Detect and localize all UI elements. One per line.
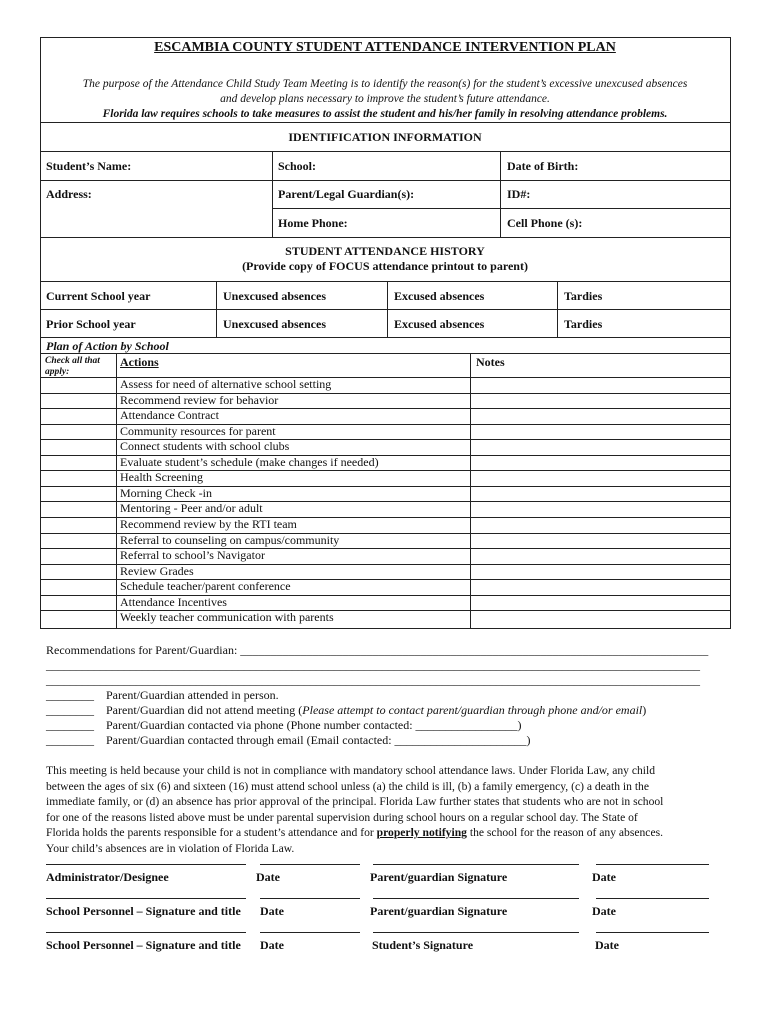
action-checkbox[interactable] bbox=[41, 440, 115, 454]
action-item: Schedule teacher/parent conference bbox=[120, 579, 291, 594]
option-blank: ________ bbox=[46, 733, 94, 747]
plan-header: Plan of Action by School bbox=[46, 339, 169, 353]
dob-field[interactable]: Date of Birth: bbox=[507, 159, 579, 173]
action-checkbox[interactable] bbox=[41, 487, 115, 501]
action-item: Attendance Contract bbox=[120, 408, 219, 423]
signature-parent[interactable]: Parent/guardian Signature bbox=[370, 904, 508, 918]
history-prior-tardies[interactable]: Tardies bbox=[564, 317, 603, 331]
action-item: Evaluate student’s schedule (make changes if needed) bbox=[120, 454, 379, 469]
action-checkbox[interactable] bbox=[41, 502, 115, 516]
address-field[interactable]: Address: bbox=[46, 187, 92, 201]
action-item: Community resources for parent bbox=[120, 423, 276, 438]
action-notes-cell[interactable] bbox=[471, 471, 730, 485]
school-field[interactable]: School: bbox=[278, 159, 317, 173]
notice-line: the school for the reason of any absences. bbox=[466, 826, 664, 839]
action-notes-cell[interactable] bbox=[471, 534, 730, 548]
action-notes-cell[interactable] bbox=[471, 394, 730, 408]
action-item: Health Screening bbox=[120, 470, 203, 485]
action-notes-cell[interactable] bbox=[471, 580, 730, 594]
action-item: Referral to school’s Navigator bbox=[120, 548, 265, 563]
notice-line: Your child’s absences are in violation of Florida Law. bbox=[46, 841, 295, 855]
page-title: ESCAMBIA COUNTY STUDENT ATTENDANCE INTERVENTION PLAN bbox=[154, 40, 616, 55]
option-text: Parent/Guardian contacted through email (Email contacted: ______________________) bbox=[106, 733, 531, 747]
notes-column-header: Notes bbox=[476, 355, 505, 369]
action-notes-cell[interactable] bbox=[471, 487, 730, 501]
option-did-not-attend[interactable] bbox=[46, 703, 646, 718]
actions-column-header: Actions bbox=[120, 355, 159, 369]
signature-administrator[interactable]: Administrator/Designee bbox=[46, 870, 169, 884]
action-item: Morning Check -in bbox=[120, 485, 212, 500]
history-row-current-year: Current School year bbox=[46, 289, 151, 303]
action-checkbox[interactable] bbox=[41, 378, 115, 392]
signature-date[interactable]: Date bbox=[260, 904, 284, 918]
action-item: Attendance Incentives bbox=[120, 594, 227, 609]
action-notes-cell[interactable] bbox=[471, 456, 730, 470]
purpose-line-1: The purpose of the Attendance Child Study Team Meeting is to identify the reason(s) for the student’s excessive unexcused absences bbox=[82, 78, 688, 90]
recommendations-line-2[interactable]: _____________________________________________________________________________________________________________ bbox=[46, 658, 700, 672]
purpose-line-3: Florida law requires schools to take measures to assist the student and his/her family in resolving attendance problems. bbox=[102, 108, 668, 120]
history-row-prior-year: Prior School year bbox=[46, 317, 136, 331]
signature-parent[interactable]: Parent/guardian Signature bbox=[370, 870, 508, 884]
check-all-label: Check all that apply: bbox=[45, 356, 100, 377]
signature-school-personnel[interactable]: School Personnel – Signature and title bbox=[46, 938, 241, 952]
action-item: Recommend review for behavior bbox=[120, 392, 279, 407]
notice-line: between the ages of six (6) and sixteen (16) must attend school unless (a) the child is ill, (b) a family emergency, (c) a death in the bbox=[46, 779, 650, 793]
action-checkbox[interactable] bbox=[41, 456, 115, 470]
action-notes-cell[interactable] bbox=[471, 440, 730, 454]
option-email-contact[interactable] bbox=[46, 733, 531, 748]
notice-line: This meeting is held because your child is not in compliance with mandatory school attendance laws. Under Florida Law, any child bbox=[46, 764, 656, 777]
action-notes-cell[interactable] bbox=[471, 611, 730, 625]
history-prior-excused[interactable]: Excused absences bbox=[394, 317, 485, 331]
signature-date[interactable]: Date bbox=[592, 904, 616, 918]
history-current-excused[interactable]: Excused absences bbox=[394, 289, 485, 303]
option-text: Parent/Guardian attended in person. bbox=[106, 688, 279, 702]
legal-notice bbox=[46, 763, 726, 856]
option-text: Parent/Guardian did not attend meeting ( bbox=[106, 703, 303, 717]
signature-school-personnel[interactable]: School Personnel – Signature and title bbox=[46, 904, 241, 918]
identification-header: IDENTIFICATION INFORMATION bbox=[288, 130, 482, 144]
home-phone-field[interactable]: Home Phone: bbox=[278, 216, 348, 230]
option-blank: ________ bbox=[46, 688, 94, 702]
history-current-tardies[interactable]: Tardies bbox=[564, 289, 603, 303]
action-checkbox[interactable] bbox=[41, 596, 115, 610]
action-item: Recommend review by the RTI team bbox=[120, 516, 297, 531]
signature-date[interactable]: Date bbox=[592, 870, 616, 884]
id-field[interactable]: ID#: bbox=[507, 187, 531, 201]
notice-line: Florida holds the parents responsible for a student’s attendance and for bbox=[46, 826, 377, 839]
option-italic-note: Please attempt to contact parent/guardian through phone and/or email bbox=[302, 703, 643, 717]
action-item: Weekly teacher communication with parents bbox=[120, 610, 334, 625]
action-checkbox[interactable] bbox=[41, 425, 115, 439]
action-checkbox[interactable] bbox=[41, 565, 115, 579]
action-notes-cell[interactable] bbox=[471, 596, 730, 610]
action-notes-cell[interactable] bbox=[471, 425, 730, 439]
signature-date[interactable]: Date bbox=[595, 938, 619, 952]
option-text: Parent/Guardian contacted via phone (Phone number contacted: _________________) bbox=[106, 718, 522, 732]
option-attended[interactable] bbox=[46, 688, 279, 703]
option-tail: ) bbox=[642, 703, 647, 717]
action-checkbox[interactable] bbox=[41, 580, 115, 594]
option-blank: ________ bbox=[46, 703, 94, 717]
notice-emphasis: properly notifying bbox=[376, 826, 467, 839]
option-blank: ________ bbox=[46, 718, 94, 732]
action-checkbox[interactable] bbox=[41, 611, 115, 625]
option-phone-contact[interactable] bbox=[46, 718, 522, 733]
notice-line: for one of the reasons listed above must be under parental supervision during school hours on a regular school day. The State of bbox=[46, 810, 638, 824]
action-notes-cell[interactable] bbox=[471, 409, 730, 423]
history-header: STUDENT ATTENDANCE HISTORY bbox=[285, 244, 485, 258]
history-prior-unexcused[interactable]: Unexcused absences bbox=[223, 317, 327, 331]
action-notes-cell[interactable] bbox=[471, 518, 730, 532]
action-item: Assess for need of alternative school setting bbox=[120, 377, 332, 391]
signature-date[interactable]: Date bbox=[260, 938, 284, 952]
action-item: Mentoring - Peer and/or adult bbox=[120, 501, 263, 516]
guardian-field[interactable]: Parent/Legal Guardian(s): bbox=[278, 187, 415, 201]
signature-date[interactable]: Date bbox=[256, 870, 280, 884]
purpose-line-2: and develop plans necessary to improve the student’s future attendance. bbox=[220, 93, 550, 105]
action-item: Review Grades bbox=[120, 563, 194, 578]
action-checkbox[interactable] bbox=[41, 409, 115, 423]
action-checkbox[interactable] bbox=[41, 534, 115, 548]
history-current-unexcused[interactable]: Unexcused absences bbox=[223, 289, 327, 303]
signature-student[interactable]: Student’s Signature bbox=[372, 938, 474, 952]
action-checkbox[interactable] bbox=[41, 549, 115, 563]
action-item: Referral to counseling on campus/community bbox=[120, 532, 340, 547]
action-notes-cell[interactable] bbox=[471, 502, 730, 516]
action-checkbox[interactable] bbox=[41, 518, 115, 532]
purpose-statement bbox=[48, 77, 722, 122]
action-notes-cell[interactable] bbox=[471, 565, 730, 579]
notice-line: immediate family, or (d) an absence has prior approval of the principal. Florida Law further states that students who are not in school bbox=[46, 795, 664, 808]
action-notes-cell[interactable] bbox=[471, 378, 730, 392]
recommendations-label[interactable]: Recommendations for Parent/Guardian: ______________________________________________________________________________ bbox=[46, 643, 709, 657]
recommendations-line-3[interactable]: _____________________________________________________________________________________________________________ bbox=[46, 673, 700, 687]
student-name-field[interactable]: Student’s Name: bbox=[46, 159, 132, 173]
action-checkbox[interactable] bbox=[41, 471, 115, 485]
action-checkbox[interactable] bbox=[41, 394, 115, 408]
cell-phone-field[interactable]: Cell Phone (s): bbox=[507, 216, 583, 230]
history-subheader: (Provide copy of FOCUS attendance printout to parent) bbox=[242, 259, 528, 273]
action-notes-cell[interactable] bbox=[471, 549, 730, 563]
action-item: Connect students with school clubs bbox=[120, 439, 290, 454]
